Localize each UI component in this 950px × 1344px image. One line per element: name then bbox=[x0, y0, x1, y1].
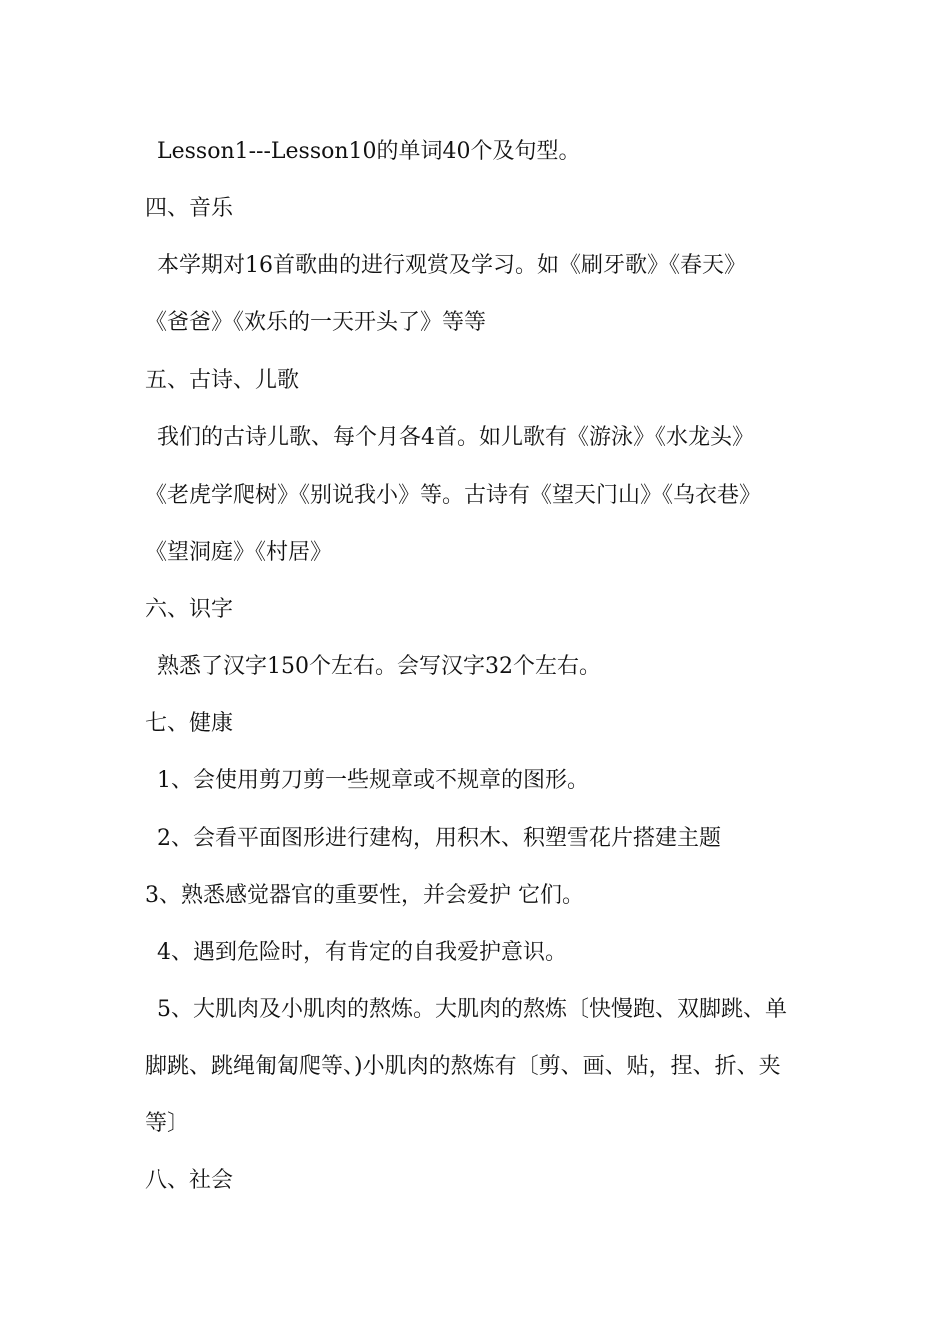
paragraph-poems-2: 《老虎学爬树》《别说我小》等。古诗有《望天门山》《乌衣巷》 bbox=[145, 483, 762, 508]
paragraph-literacy: 熟悉了汉字150个左右。会写汉字32个左右。 bbox=[157, 654, 601, 679]
health-item-3: 3、熟悉感觉器官的重要性，并会爱护 它们。 bbox=[145, 883, 584, 908]
health-item-1: 1、会使用剪刀剪一些规章或不规章的图形。 bbox=[157, 768, 589, 793]
paragraph-music-2: 《爸爸》《欢乐的一天开头了》等等 bbox=[145, 310, 487, 335]
paragraph-poems-3: 《望洞庭》《村居》 bbox=[145, 540, 333, 565]
paragraph-english-vocabulary: Lesson1---Lesson10的单词40个及句型。 bbox=[157, 139, 581, 164]
paragraph-poems-1: 我们的古诗儿歌、每个月各4首。如儿歌有《游泳》《水龙头》 bbox=[157, 425, 754, 450]
paragraph-music-1: 本学期对16首歌曲的进行观赏及学习。如《刷牙歌》《春天》 bbox=[157, 253, 746, 278]
health-item-4: 4、遇到危险时，有肯定的自我爱护意识。 bbox=[157, 940, 567, 965]
health-item-2: 2、会看平面图形进行建构，用积木、积塑雪花片搭建主题 bbox=[157, 826, 721, 851]
heading-health: 七、健康 bbox=[145, 711, 234, 736]
heading-literacy: 六、识字 bbox=[145, 597, 234, 622]
health-item-5-line-3: 等〕 bbox=[145, 1111, 190, 1136]
heading-poems-songs: 五、古诗、儿歌 bbox=[145, 368, 300, 393]
heading-music: 四、音乐 bbox=[145, 196, 234, 221]
health-item-5-line-1: 5、大肌肉及小肌肉的熬炼。大肌肉的熬炼〔快慢跑、双脚跳、单 bbox=[157, 997, 787, 1022]
health-item-5-line-2: 脚跳、跳绳匍匐爬等、)小肌肉的熬炼有〔剪、画、贴，捏、折、夹 bbox=[145, 1054, 781, 1079]
heading-society: 八、社会 bbox=[145, 1168, 234, 1193]
